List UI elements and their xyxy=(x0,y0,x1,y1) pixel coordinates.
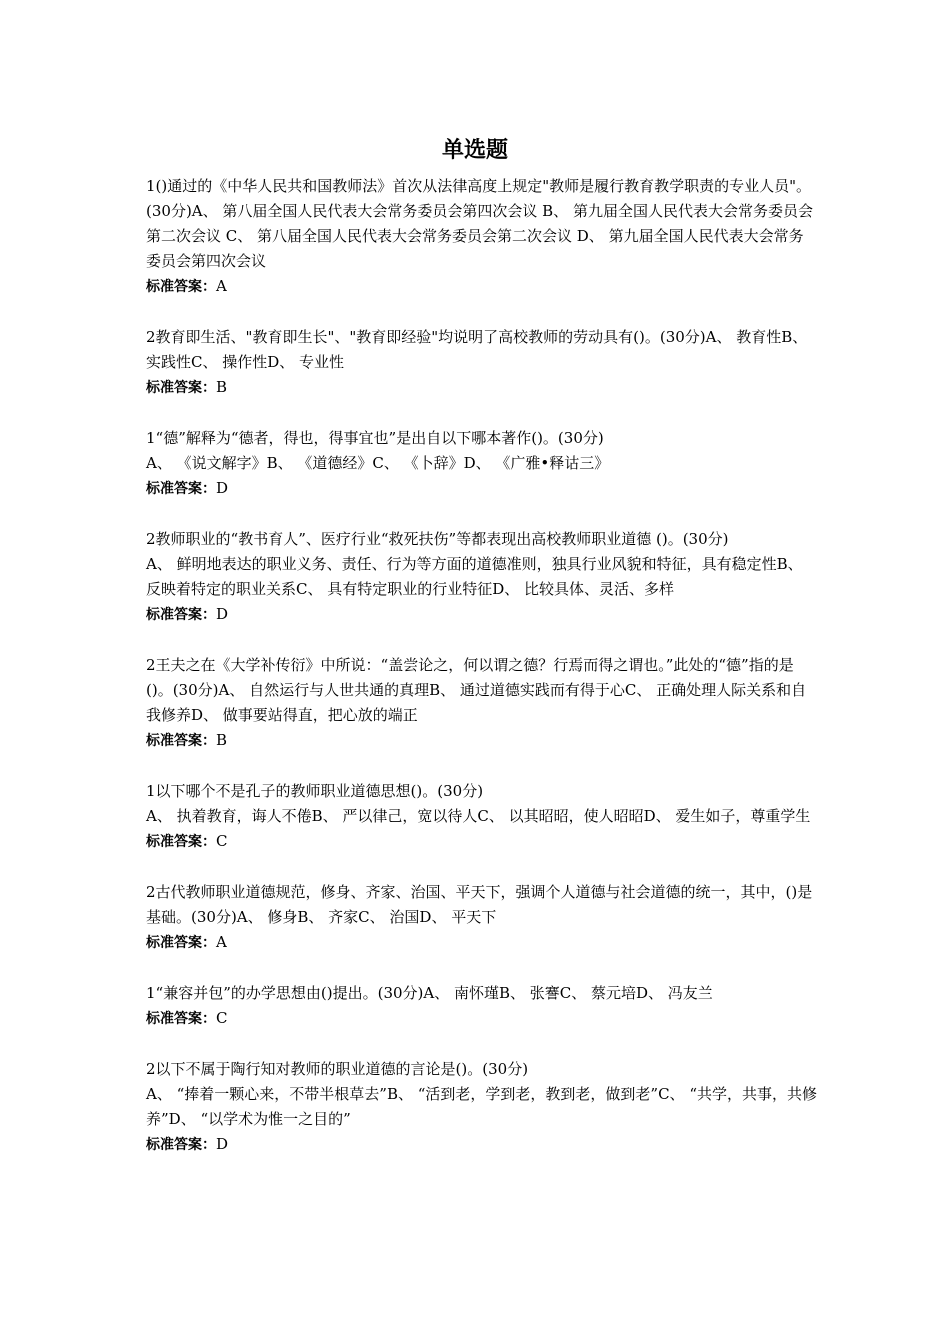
question-item xyxy=(146,426,818,502)
answer-value: B xyxy=(216,378,228,396)
answer-line xyxy=(146,728,818,754)
answer-label: 标准答案： xyxy=(146,607,216,623)
answer-line xyxy=(146,602,818,628)
answer-value: C xyxy=(216,1009,228,1027)
answer-line xyxy=(146,476,818,502)
answer-label: 标准答案： xyxy=(146,1011,216,1027)
question-item xyxy=(146,779,818,855)
answer-value: B xyxy=(216,731,228,749)
answer-line xyxy=(146,1006,818,1032)
answer-value: D xyxy=(216,1135,229,1153)
question-text: 1()通过的《中华人民共和国教师法》首次从法律高度上规定"教师是履行教育教学职责的专业人员"。(30分)A、 第八届全国人民代表大会常务委员会第四次会议 B、 第九届全国人民代表大会常务委员会第二次会议 C、 第八届全国人民代表大会常务委员会第二次会议 D、 第九届全国人民代表大会常务委员会第四次会议 xyxy=(146,177,813,270)
question-text: 2教师职业的“教书育人”、医疗行业“救死扶伤”等都表现出高校教师职业道德 ()。(30分) A、 鲜明地表达的职业义务、责任、行为等方面的道德准则，独具行业风貌和特征，具有稳定性B、 反映着特定的职业关系C、 具有特定职业的行业特征D、 比较具体、灵活、多样 xyxy=(146,530,803,598)
answer-value: C xyxy=(216,832,228,850)
question-item xyxy=(146,325,818,401)
answer-value: D xyxy=(216,605,229,623)
question-item xyxy=(146,880,818,956)
answer-value: A xyxy=(216,277,227,295)
question-text: 2古代教师职业道德规范，修身、齐家、治国、平天下，强调个人道德与社会道德的统一，其中，()是基础。(30分)A、 修身B、 齐家C、 治国D、 平天下 xyxy=(146,883,813,926)
question-text: 1以下哪个不是孔子的教师职业道德思想()。(30分) A、 执着教育，诲人不倦B、 严以律己，宽以待人C、 以其昭昭，使人昭昭D、 爱生如子，尊重学生 xyxy=(146,782,811,825)
answer-label: 标准答案： xyxy=(146,380,216,396)
question-list xyxy=(146,174,818,1183)
question-item xyxy=(146,1057,818,1158)
answer-value: A xyxy=(216,933,227,951)
answer-line xyxy=(146,274,818,300)
answer-line xyxy=(146,829,818,855)
question-text: 2王夫之在《大学补传衍》中所说：“盖尝论之，何以谓之德？行焉而得之谓也。”此处的“德”指的是()。(30分)A、 自然运行与人世共通的真理B、 通过道德实践而有得于心C、 正确处理人际关系和自我修养D、 做事要站得直，把心放的端正 xyxy=(146,656,807,724)
answer-value: D xyxy=(216,479,229,497)
question-item xyxy=(146,174,818,300)
answer-label: 标准答案： xyxy=(146,1137,216,1153)
answer-line xyxy=(146,1132,818,1158)
answer-label: 标准答案： xyxy=(146,279,216,295)
question-text: 1“德”解释为“德者，得也，得事宜也”是出自以下哪本著作()。(30分) A、 《说文解字》B、 《道德经》C、 《卜辞》D、 《广雅•释诂三》 xyxy=(146,429,610,472)
question-item xyxy=(146,527,818,628)
answer-label: 标准答案： xyxy=(146,733,216,749)
question-text: 2以下不属于陶行知对教师的职业道德的言论是()。(30分) A、 “捧着一颗心来，不带半根草去”B、 “活到老，学到老，教到老，做到老”C、 “共学，共事，共修养”D、 “以学术为惟一之目的” xyxy=(146,1060,817,1128)
answer-line xyxy=(146,375,818,401)
question-text: 1“兼容并包”的办学思想由()提出。(30分)A、 南怀瑾B、 张謇C、 蔡元培D、 冯友兰 xyxy=(146,984,713,1002)
answer-line xyxy=(146,930,818,956)
question-text: 2教育即生活、"教育即生长"、"教育即经验"均说明了高校教师的劳动具有()。(30分)A、 教育性B、 实践性C、 操作性D、 专业性 xyxy=(146,328,813,371)
question-item xyxy=(146,981,818,1032)
answer-label: 标准答案： xyxy=(146,935,216,951)
answer-label: 标准答案： xyxy=(146,834,216,850)
answer-label: 标准答案： xyxy=(146,481,216,497)
question-item xyxy=(146,653,818,754)
page-title: 单选题 xyxy=(441,138,508,163)
